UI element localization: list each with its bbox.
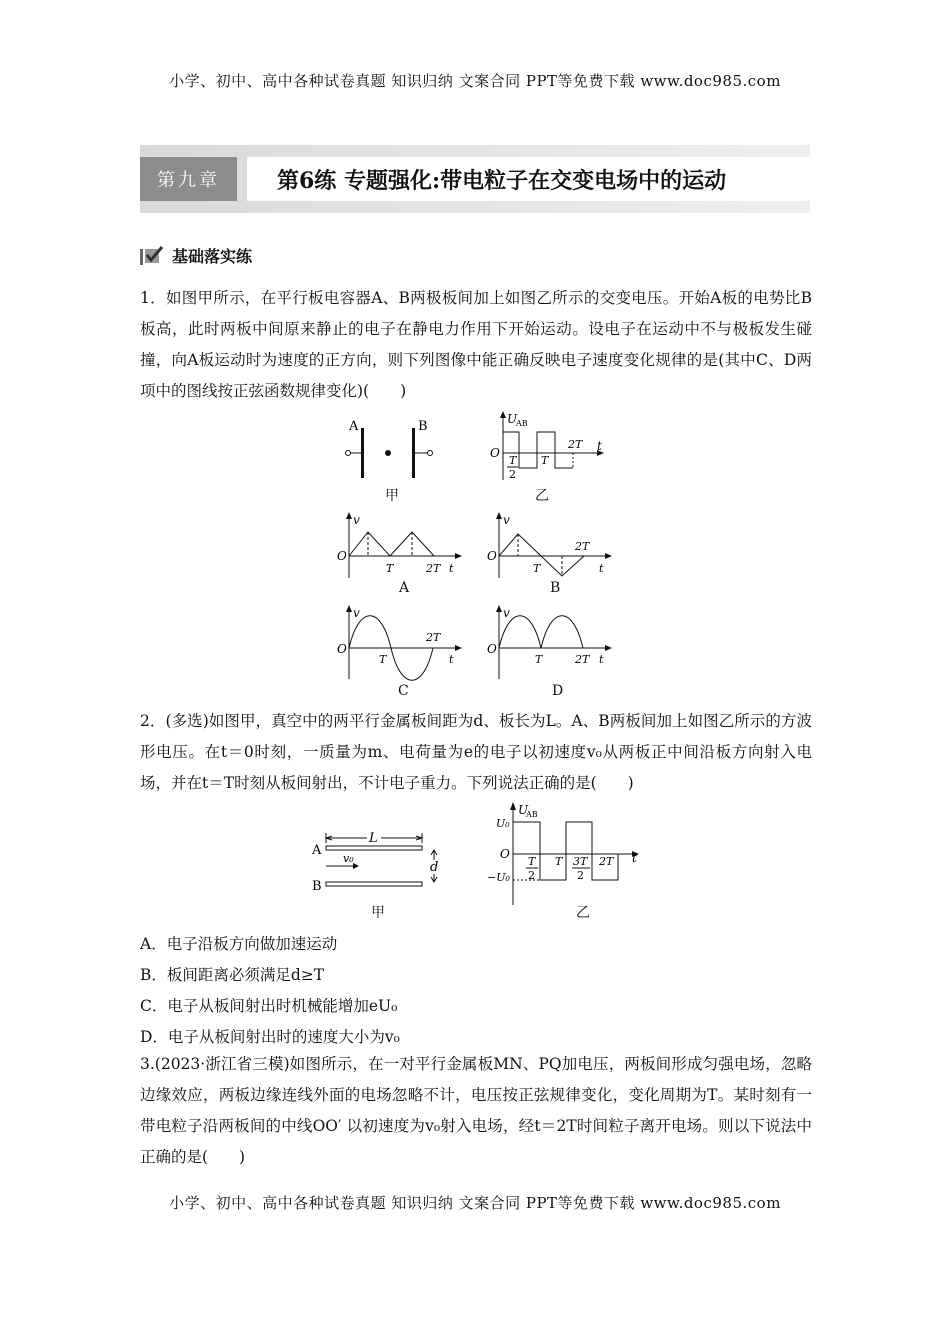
svg-text:t: t <box>632 851 637 865</box>
q2-caption-jia: 甲 <box>371 905 385 921</box>
svg-text:O: O <box>490 446 500 460</box>
q1-option-c-graph <box>335 603 465 681</box>
chapter-banner <box>140 145 810 213</box>
svg-text:t: t <box>599 562 604 575</box>
svg-text:AB: AB <box>516 419 528 428</box>
svg-text:O: O <box>487 642 497 656</box>
question-2-text: 2．(多选)如图甲，真空中的两平行金属板间距为d、板长为L。A、B两板间加上如图乙所示的方波形电压。在t＝0时刻，一质量为m、电荷量为e的电子以初速度v₀从两板正中间沿板方向射入电场，并在t＝T时刻从板间射出，不计电子重力。下列说法正确的是( ) <box>140 712 812 792</box>
svg-text:A: A <box>349 419 359 434</box>
svg-text:T: T <box>533 562 541 575</box>
svg-text:v: v <box>503 513 510 527</box>
svg-text:T: T <box>386 562 394 575</box>
q1-option-d-label: D <box>552 683 564 699</box>
svg-text:2T: 2T <box>575 540 590 553</box>
q1-option-b-graph <box>485 510 615 580</box>
svg-text:t: t <box>449 562 454 575</box>
q2-figure-yi <box>480 800 645 910</box>
svg-text:T: T <box>535 653 543 666</box>
svg-text:2T: 2T <box>568 438 583 451</box>
svg-text:3T: 3T <box>573 855 588 868</box>
svg-text:v: v <box>353 606 360 620</box>
q2-caption-yi: 乙 <box>576 905 590 921</box>
q1-figure-yi <box>485 408 615 488</box>
page-footer: 小学、初中、高中各种试卷真题 知识归纳 文案合同 PPT等免费下载 www.doc985.com <box>169 1194 781 1212</box>
exercise-title: 第6练 专题强化:带电粒子在交变电场中的运动 <box>247 157 810 201</box>
svg-text:v: v <box>353 513 360 527</box>
svg-text:t: t <box>597 439 602 453</box>
svg-text:T: T <box>509 454 517 467</box>
svg-text:A: A <box>312 843 322 858</box>
q1-caption-jia: 甲 <box>385 488 399 504</box>
svg-text:T: T <box>528 855 536 868</box>
svg-text:O: O <box>487 549 497 563</box>
q1-option-a-graph <box>335 510 465 580</box>
svg-text:v: v <box>503 606 510 620</box>
svg-text:2: 2 <box>509 468 516 481</box>
svg-text:B: B <box>312 879 322 894</box>
svg-text:2T: 2T <box>599 855 614 868</box>
svg-text:2: 2 <box>528 869 535 882</box>
svg-text:t: t <box>599 653 604 666</box>
q2-figure-jia <box>310 828 450 903</box>
q2-option-d: D．电子从板间射出时的速度大小为v₀ <box>140 1028 400 1046</box>
page-header: 小学、初中、高中各种试卷真题 知识归纳 文案合同 PPT等免费下载 www.doc985.com <box>169 72 781 90</box>
svg-text:2T: 2T <box>426 562 441 575</box>
svg-text:O: O <box>337 549 347 563</box>
svg-text:2T: 2T <box>426 631 441 644</box>
chapter-label: 第九章 <box>140 157 237 201</box>
q1-option-b-label: B <box>550 580 561 596</box>
question-3-text: 3.(2023·浙江省三模)如图所示，在一对平行金属板MN、PQ加电压，两板间形成匀强电场，忽略边缘效应，两板边缘连线外面的电场忽略不计，电压按正弦规律变化，变化周期为T。某时刻有一带电粒子沿两板间的中线OO′ 以初速度为v₀射入电场，经t＝2T时间粒子离开电场。则以下说法中正确的是( ) <box>140 1055 812 1166</box>
svg-text:−U₀: −U₀ <box>487 871 510 884</box>
svg-text:L: L <box>369 831 378 846</box>
q1-option-d-graph <box>485 603 615 681</box>
svg-text:O: O <box>337 642 347 656</box>
svg-text:U: U <box>518 803 529 817</box>
svg-text:AB: AB <box>526 810 538 819</box>
svg-text:U: U <box>507 412 518 426</box>
checkmark-icon <box>140 245 166 267</box>
svg-text:t: t <box>449 653 454 666</box>
svg-text:T: T <box>555 855 563 868</box>
svg-text:T: T <box>541 454 549 467</box>
q2-option-b: B．板间距离必须满足d≥T <box>140 966 325 984</box>
svg-text:v₀: v₀ <box>343 852 354 865</box>
svg-text:2T: 2T <box>575 653 590 666</box>
svg-text:O: O <box>500 847 510 861</box>
svg-text:B: B <box>418 419 428 434</box>
section-heading: 基础落实练 <box>140 244 252 267</box>
q1-option-c-label: C <box>398 683 409 699</box>
q1-caption-yi: 乙 <box>535 488 549 504</box>
svg-text:U₀: U₀ <box>496 817 510 830</box>
svg-text:2: 2 <box>577 869 584 882</box>
q2-option-a: A．电子沿板方向做加速运动 <box>140 935 338 953</box>
question-1-text: 1．如图甲所示，在平行板电容器A、B两极板间加上如图乙所示的交变电压。开始A板的电势比B板高，此时两板中间原来静止的电子在静电力作用下开始运动。设电子在运动中不与极板发生碰撞，向A板运动时为速度的正方向，则下列图像中能正确反映电子速度变化规律的是(其中C、D两项中的图线按正弦函数规律变化)( ) <box>140 289 812 400</box>
svg-text:T: T <box>379 653 387 666</box>
q2-option-c: C．电子从板间射出时机械能增加eU₀ <box>140 997 398 1015</box>
svg-text:d: d <box>430 860 439 875</box>
q1-option-a-label: A <box>399 580 410 596</box>
